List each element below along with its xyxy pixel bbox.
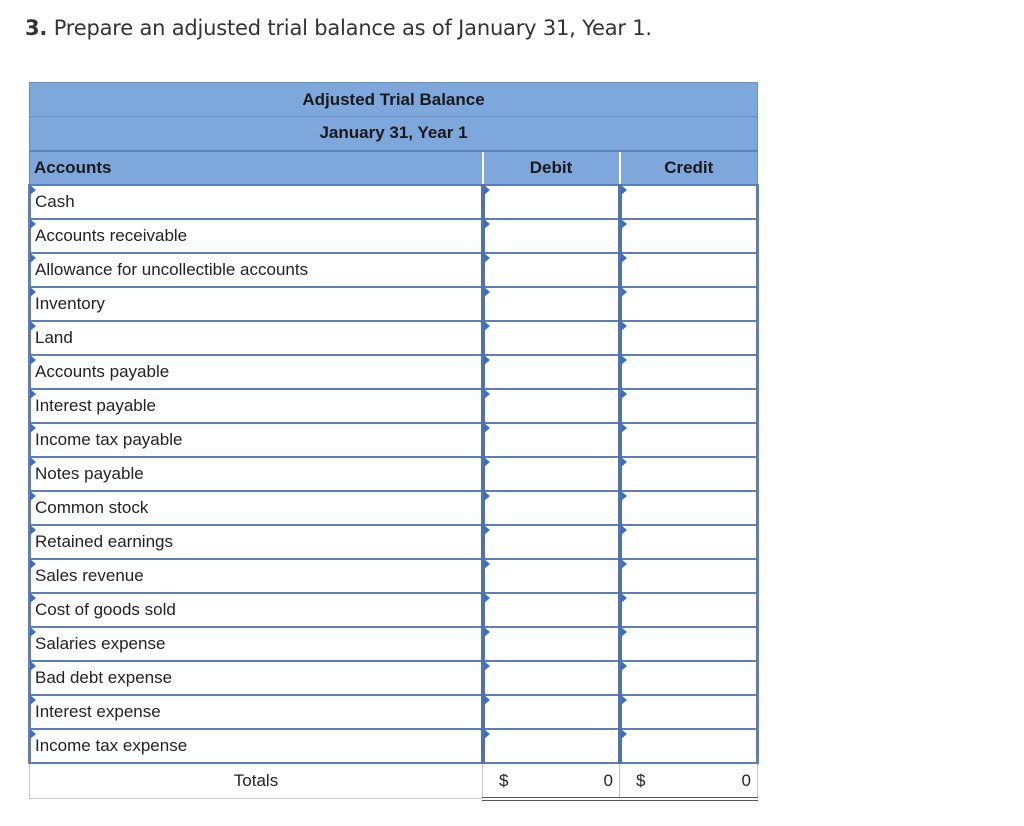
input-marker-icon [484,389,490,399]
table-row [30,355,758,389]
debit-input[interactable] [483,491,620,525]
table-row [30,185,758,219]
account-select[interactable] [30,559,483,593]
table-title: Adjusted Trial Balance [30,83,758,117]
input-marker-icon [484,491,490,501]
dropdown-marker-icon [30,695,36,705]
input-marker-icon [484,695,490,705]
input-marker-icon [484,355,490,365]
table-row [30,457,758,491]
account-select[interactable] [30,593,483,627]
column-header-row [30,151,758,185]
debit-input[interactable] [483,627,620,661]
account-name: Income tax payable [35,429,183,449]
input-marker-icon [484,321,490,331]
dropdown-marker-icon [30,525,36,535]
account-name: Allowance for uncollectible accounts [35,259,309,279]
account-select[interactable] [30,661,483,695]
dropdown-marker-icon [30,287,36,297]
credit-input[interactable] [620,525,758,559]
account-select[interactable] [30,287,483,321]
dropdown-marker-icon [30,389,36,399]
account-name: Cash [35,191,75,211]
totals-label: Totals [30,763,483,799]
account-select[interactable] [30,321,483,355]
input-marker-icon [621,355,627,365]
input-marker-icon [484,185,490,195]
table-row [30,525,758,559]
account-name: Cost of goods sold [35,599,176,619]
table-row [30,695,758,729]
dropdown-marker-icon [30,593,36,603]
debit-input[interactable] [483,457,620,491]
credit-input[interactable] [620,661,758,695]
credit-input[interactable] [620,185,758,219]
table-row [30,321,758,355]
credit-input[interactable] [620,219,758,253]
input-marker-icon [484,253,490,263]
input-marker-icon [621,559,627,569]
account-name: Retained earnings [35,531,173,551]
debit-total-currency: $ [499,770,509,790]
account-select[interactable] [30,389,483,423]
input-marker-icon [621,729,627,739]
account-select[interactable] [30,457,483,491]
table-date: January 31, Year 1 [30,117,758,151]
dropdown-marker-icon [30,355,36,365]
input-marker-icon [484,423,490,433]
totals-row [30,763,758,799]
debit-input[interactable] [483,219,620,253]
table-row [30,729,758,763]
debit-column-header: Debit [483,151,620,185]
table-row [30,287,758,321]
table-row [30,423,758,457]
account-select[interactable] [30,627,483,661]
dropdown-marker-icon [30,491,36,501]
credit-input[interactable] [620,457,758,491]
table-row [30,491,758,525]
table-row [30,593,758,627]
account-name: Accounts receivable [35,225,188,245]
table-title-row [30,83,758,117]
input-marker-icon [484,287,490,297]
credit-input[interactable] [620,253,758,287]
account-select[interactable] [30,525,483,559]
dropdown-marker-icon [30,253,36,263]
input-marker-icon [621,695,627,705]
table-row [30,627,758,661]
credit-input[interactable] [620,389,758,423]
debit-input[interactable] [483,729,620,763]
debit-input[interactable] [483,185,620,219]
dropdown-marker-icon [30,559,36,569]
account-select[interactable] [30,253,483,287]
accounts-column-header: Accounts [30,151,483,185]
input-marker-icon [621,457,627,467]
input-marker-icon [484,457,490,467]
debit-total [483,763,620,799]
credit-total-currency: $ [636,770,646,790]
dropdown-marker-icon [30,185,36,195]
dropdown-marker-icon [30,321,36,331]
debit-input[interactable] [483,593,620,627]
account-name: Interest payable [35,395,156,415]
input-marker-icon [621,661,627,671]
account-select[interactable] [30,695,483,729]
debit-total-value: 0 [603,770,613,790]
credit-input[interactable] [620,593,758,627]
input-marker-icon [621,525,627,535]
account-select[interactable] [30,185,483,219]
credit-input[interactable] [620,627,758,661]
input-marker-icon [621,253,627,263]
input-marker-icon [621,321,627,331]
credit-input[interactable] [620,423,758,457]
dropdown-marker-icon [30,661,36,671]
credit-column-header: Credit [620,151,758,185]
dropdown-marker-icon [30,627,36,637]
question-heading [25,16,652,40]
account-name: Inventory [35,293,105,313]
credit-total [620,763,758,799]
account-name: Interest expense [35,701,161,721]
credit-input[interactable] [620,695,758,729]
account-name: Notes payable [35,463,144,483]
debit-input[interactable] [483,287,620,321]
input-marker-icon [484,219,490,229]
account-select[interactable] [30,355,483,389]
account-name: Bad debt expense [35,667,173,687]
debit-input[interactable] [483,661,620,695]
credit-input[interactable] [620,355,758,389]
input-marker-icon [484,661,490,671]
account-name: Income tax expense [35,735,188,755]
input-marker-icon [621,423,627,433]
table-row [30,253,758,287]
debit-input[interactable] [483,423,620,457]
table-row [30,219,758,253]
account-select[interactable] [30,729,483,763]
account-name: Salaries expense [35,633,166,653]
input-marker-icon [484,593,490,603]
dropdown-marker-icon [30,219,36,229]
debit-input[interactable] [483,695,620,729]
account-select[interactable] [30,423,483,457]
account-select[interactable] [30,491,483,525]
input-marker-icon [621,219,627,229]
dropdown-marker-icon [30,457,36,467]
input-marker-icon [484,525,490,535]
input-marker-icon [621,593,627,603]
debit-input[interactable] [483,321,620,355]
debit-input[interactable] [483,355,620,389]
input-marker-icon [484,627,490,637]
table-date-row [30,117,758,151]
debit-input[interactable] [483,559,620,593]
account-name: Sales revenue [35,565,144,585]
question-number: 3. [25,16,48,40]
debit-input[interactable] [483,253,620,287]
account-name: Land [35,327,73,347]
account-select[interactable] [30,219,483,253]
credit-input[interactable] [620,559,758,593]
input-marker-icon [484,559,490,569]
table-row [30,661,758,695]
credit-input[interactable] [620,491,758,525]
input-marker-icon [484,729,490,739]
account-name: Accounts payable [35,361,170,381]
input-marker-icon [621,627,627,637]
input-marker-icon [621,389,627,399]
credit-total-value: 0 [741,770,752,790]
dropdown-marker-icon [30,423,36,433]
credit-input[interactable] [620,729,758,763]
input-marker-icon [621,185,627,195]
account-name: Common stock [35,497,149,517]
input-marker-icon [621,491,627,501]
input-marker-icon [621,287,627,297]
credit-input[interactable] [620,287,758,321]
adjusted-trial-balance-table [28,82,759,801]
dropdown-marker-icon [30,729,36,739]
table-row [30,559,758,593]
debit-input[interactable] [483,389,620,423]
table-row [30,389,758,423]
question-text: Prepare an adjusted trial balance as of January 31, Year 1. [53,16,652,40]
credit-input[interactable] [620,321,758,355]
debit-input[interactable] [483,525,620,559]
